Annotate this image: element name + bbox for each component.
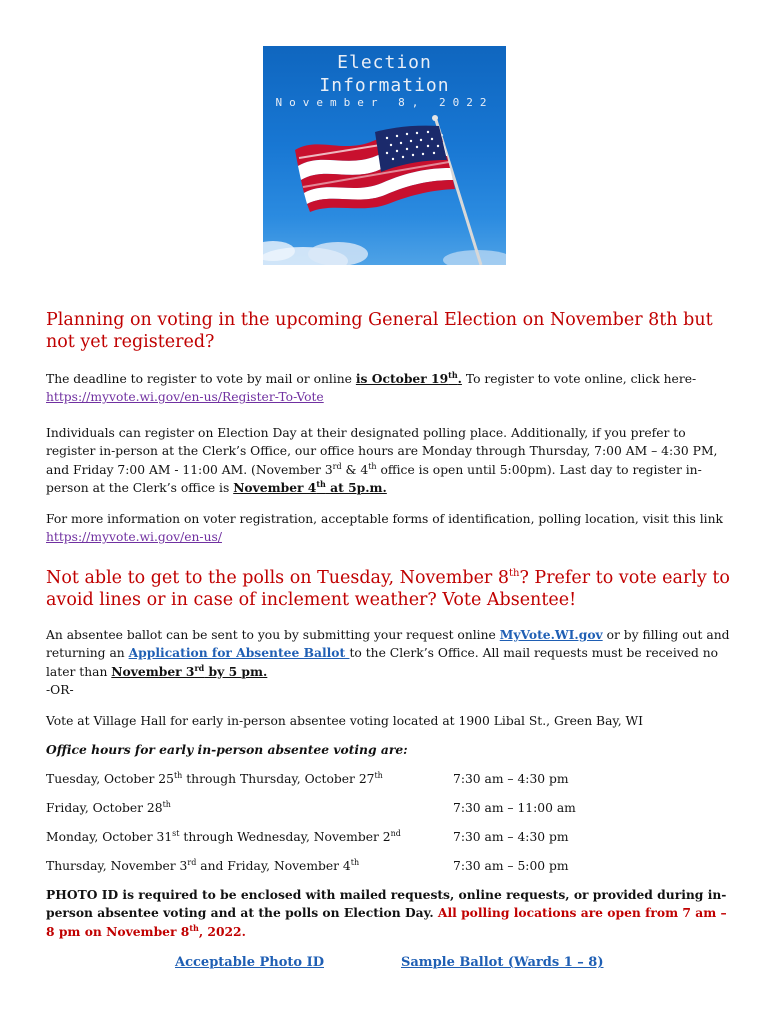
office-hours-days: Friday, October 28th: [46, 799, 171, 815]
office-hours-title: Office hours for early in-person absentee voting are:: [46, 742, 408, 757]
myvote-link[interactable]: https://myvote.wi.gov/en-us/: [46, 530, 222, 545]
banner-title: Election: [337, 52, 432, 73]
election-banner: [263, 46, 506, 265]
polling-hours-notice: All polling locations are open from 7 am – 8 pm on November 8th, 2022.: [46, 905, 727, 939]
absentee-request-paragraph: An absentee ballot can be sent to you by submitting your request online MyVote.WI.gov or by filling out and returning an Application for Absentee Ballot to the Clerk’s Office. All mail requests must be received no later than November 3rd by 5 pm. -OR-: [46, 627, 730, 697]
mail-request-deadline: November 3rd by 5 pm.: [111, 662, 268, 679]
office-hours-time: 7:30 am – 5:00 pm: [453, 859, 569, 873]
register-to-vote-link[interactable]: https://myvote.wi.gov/en-us/Register-To-Vote: [46, 390, 324, 405]
office-hours-days: Tuesday, October 25th through Thursday, October 27th: [46, 770, 383, 786]
office-hours-row: [46, 857, 569, 875]
office-hours-row: [46, 799, 576, 817]
last-day-date: November 4th at 5p.m.: [233, 478, 387, 495]
in-person-registration-paragraph: Individuals can register on Election Day at their designated polling place. Additionally, if you prefer to register in-person at the Clerk’s Office, our office hours are Monday through Thursday, 7:00 AM – 4:30 PM, and Friday 7:00 AM - 11:00 AM. (November 3rd & 4th office is open until 5:00pm). Last day to register in-person at the Clerk’s office is November 4th at 5p.m.: [46, 426, 718, 495]
office-hours-row: [46, 770, 569, 788]
banner-date: November 8, 2022: [275, 96, 494, 109]
photo-id-notice: PHOTO ID is required to be enclosed with mailed requests, online requests, or provided during in-person absentee voting and at the polls on Election Day. All polling locations are open from 7 am – 8 pm on November 8th, 2022.: [46, 887, 727, 939]
office-hours-row: [46, 828, 569, 846]
deadline-date: is October 19th.: [355, 369, 462, 386]
office-hours-time: 7:30 am – 11:00 am: [453, 801, 576, 815]
office-hours-days: Thursday, November 3rd and Friday, November 4th: [46, 857, 360, 873]
office-hours-time: 7:30 am – 4:30 pm: [453, 772, 569, 786]
register-online-text: To register to vote online, click here-: [461, 372, 697, 386]
or-separator: -OR-: [46, 682, 74, 697]
office-hours-time: 7:30 am – 4:30 pm: [453, 830, 569, 844]
office-hours-days: Monday, October 31st through Wednesday, November 2nd: [46, 828, 401, 844]
registration-heading: Planning on voting in the upcoming General Election on November 8th but not yet registered?: [46, 310, 713, 352]
registration-deadline-paragraph: [46, 370, 736, 407]
absentee-heading: Not able to get to the polls on Tuesday, November 8th? Prefer to vote early to avoid lines or in case of inclement weather? Vote Absentee!: [46, 568, 730, 610]
myvote-wi-gov-link[interactable]: MyVote.WI.gov: [499, 627, 603, 642]
absentee-application-link[interactable]: Application for Absentee Ballot: [128, 645, 350, 661]
sample-ballot-link[interactable]: Sample Ballot (Wards 1 – 8): [401, 955, 604, 970]
deadline-text: The deadline to register to vote by mail or online: [46, 372, 356, 386]
more-info-paragraph: For more information on voter registration, acceptable forms of identification, polling location, visit this link https://myvote.wi.gov/en-us/: [46, 512, 723, 545]
banner-subtitle: Information: [319, 75, 450, 96]
village-hall-paragraph: Vote at Village Hall for early in-person absentee voting located at 1900 Libal St., Green Bay, WI: [46, 714, 644, 728]
acceptable-photo-id-link[interactable]: Acceptable Photo ID: [175, 955, 324, 970]
